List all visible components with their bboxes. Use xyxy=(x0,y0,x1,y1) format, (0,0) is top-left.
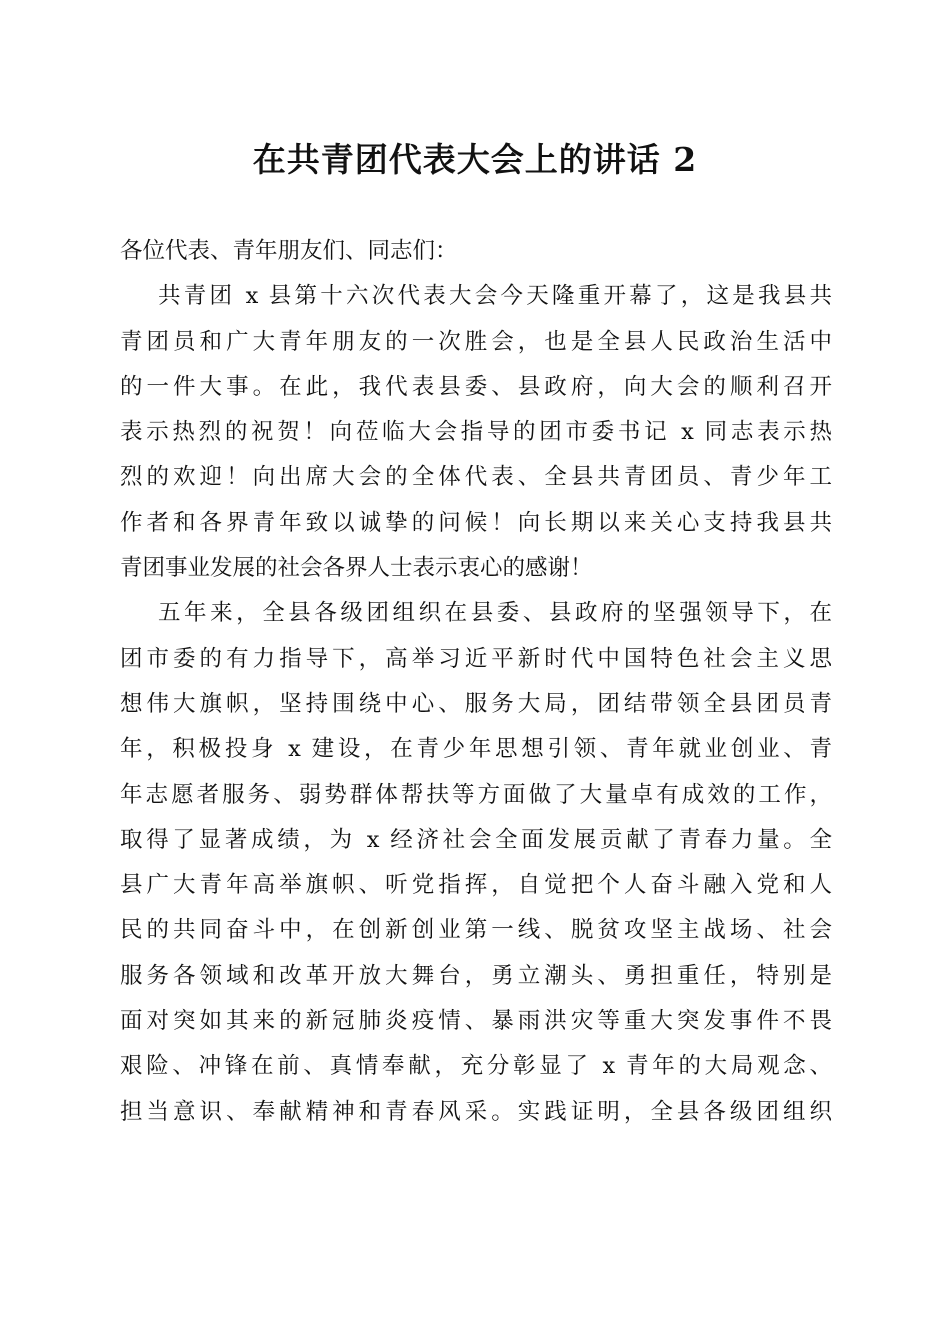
paragraph-line: 团市委的有力指导下，高举习近平新时代中国特色社会主义思 xyxy=(120,645,832,672)
paragraph-line: 想伟大旗帜，坚持围绕中心、服务大局，团结带领全县团员青 xyxy=(120,690,832,717)
paragraph-line: 作者和各界青年致以诚挚的问候！向长期以来关心支持我县共 xyxy=(120,509,832,536)
salutation: 各位代表、青年朋友们、同志们： xyxy=(120,238,458,264)
paragraph-line: 服务各领域和改革开放大舞台，勇立潮头、勇担重任，特别是 xyxy=(120,962,832,989)
paragraph-line: 五年来，全县各级团组织在县委、县政府的坚强领导下，在 xyxy=(158,600,832,627)
paragraph-line: 青团事业发展的社会各界人士表示衷心的感谢！ xyxy=(120,555,593,582)
paragraph-line: 年志愿者服务、弱势群体帮扶等方面做了大量卓有成效的工作， xyxy=(120,781,832,808)
paragraph-line: 取得了显著成绩，为 x 经济社会全面发展贡献了青春力量。全 xyxy=(120,826,832,853)
paragraph-line: 艰险、冲锋在前、真情奉献，充分彰显了 x 青年的大局观念、 xyxy=(120,1053,832,1080)
paragraph-line: 县广大青年高举旗帜、听党指挥，自觉把个人奋斗融入党和人 xyxy=(120,872,832,899)
document-title: 在共青团代表大会上的讲话 2 xyxy=(252,140,698,179)
document-body xyxy=(120,229,832,1135)
paragraph-line: 共青团 x 县第十六次代表大会今天隆重开幕了，这是我县共 xyxy=(158,283,832,310)
paragraph-line: 担当意识、奉献精神和青春风采。实践证明，全县各级团组织 xyxy=(120,1098,832,1125)
paragraph-line: 的一件大事。在此，我代表县委、县政府，向大会的顺利召开 xyxy=(120,373,832,400)
paragraph-2 xyxy=(120,591,832,1135)
paragraph-line: 年，积极投身 x 建设，在青少年思想引领、青年就业创业、青 xyxy=(120,736,832,763)
paragraph-1 xyxy=(120,274,832,591)
paragraph-line: 面对突如其来的新冠肺炎疫情、暴雨洪灾等重大突发事件不畏 xyxy=(120,1008,832,1035)
paragraph-line: 青团员和广大青年朋友的一次胜会，也是全县人民政治生活中 xyxy=(120,328,832,355)
paragraph-line: 表示热烈的祝贺！向莅临大会指导的团市委书记 x 同志表示热 xyxy=(120,419,832,446)
paragraph-line: 烈的欢迎！向出席大会的全体代表、全县共青团员、青少年工 xyxy=(120,464,832,491)
paragraph-line: 民的共同奋斗中，在创新创业第一线、脱贫攻坚主战场、社会 xyxy=(120,917,832,944)
